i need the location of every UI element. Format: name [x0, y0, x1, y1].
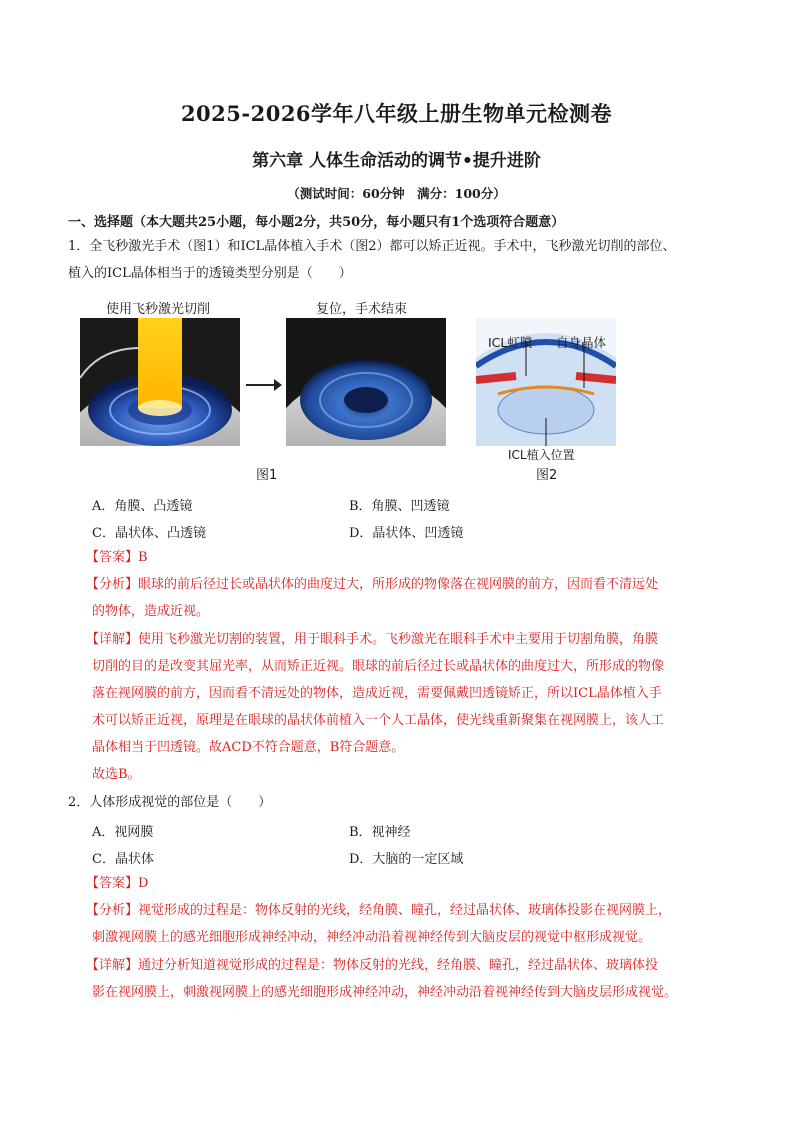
q2-analysis-line2: 刺激视网膜上的感光细胞形成神经冲动，神经冲动沿着视神经传到大脑皮层的视觉中枢形成视觉。 [92, 930, 652, 945]
laser-cutting-eye-image [80, 318, 240, 446]
restored-eye-image [286, 318, 446, 446]
fig2-label: 图2 [536, 468, 558, 483]
q2-detail-line2: 影在视网膜上，刺激视网膜上的感光细胞形成神经冲动，神经冲动沿着视神经传到大脑皮层形成视觉。 [92, 985, 678, 1000]
q1-detail-line5: 晶体相当于凹透镜。故ACD不符合题意，B符合题意。 [92, 740, 405, 755]
own-lens-label: 自身晶体 [556, 335, 607, 350]
q1-stem-line2: 植入的ICL晶体相当于的透镜类型分别是（ ） [68, 266, 352, 281]
icl-position-label: ICL植入位置 [508, 448, 575, 462]
q1-detail-line3: 落在视网膜的前方，因而看不清远处的物体，造成近视，需要佩戴凹透镜矫正，所以ICL晶体植入手 [92, 686, 662, 701]
q2-analysis-line1: 【分析】视觉形成的过程是：物体反射的光线，经角膜、瞳孔，经过晶状体、玻璃体投影在视网膜上， [86, 903, 672, 918]
q1-stem-line1: 1．全飞秒激光手术（图1）和ICL晶体植入手术（图2）都可以矫正近视。手术中，飞秒激光切削的部位、 [68, 239, 676, 254]
q1-analysis-line1: 【分析】眼球的前后径过长或晶状体的曲度过大，所形成的物像落在视网膜的前方，因而看不清远处 [86, 577, 659, 592]
fig1-caption-right: 复位，手术结束 [316, 302, 408, 317]
q1-detail-line4: 术可以矫正近视，原理是在眼球的晶状体前植入一个人工晶体，使光线重新聚集在视网膜上，该人工 [92, 713, 665, 728]
icl-iris-label: ICL虹膜 [488, 335, 533, 350]
q2-stem: 2．人体形成视觉的部位是（ ） [68, 795, 272, 810]
section-heading: 一、选择题（本大题共25小题，每小题2分，共50分，每小题只有1个选项符合题意） [68, 215, 565, 230]
q1-option-b: B．角膜、凹透镜 [349, 499, 450, 514]
q1-option-d: D．晶状体、凹透镜 [349, 526, 464, 541]
q1-detail-line2: 切削的目的是改变其屈光率，从而矫正近视。眼球的前后径过长或晶状体的曲度过大，所形成的物像 [92, 659, 665, 674]
arrow-head-icon [274, 379, 282, 391]
q1-detail-line1: 【详解】使用飞秒激光切割的装置，用于眼科手术。飞秒激光在眼科手术中主要用于切割角膜，角膜 [86, 632, 659, 647]
q2-detail-line1: 【详解】通过分析知道视觉形成的过程是：物体反射的光线，经角膜、瞳孔，经过晶状体、玻璃体投 [86, 958, 659, 973]
q1-option-a: A．角膜、凸透镜 [92, 499, 193, 514]
q2-option-b: B．视神经 [349, 825, 411, 840]
q1-answer: 【答案】B [86, 550, 148, 565]
test-time-info: （测试时间：60分钟 满分：100分） [287, 186, 506, 201]
q2-option-d: D．大脑的一定区域 [349, 852, 464, 867]
fig1-label: 图1 [256, 468, 278, 483]
q1-analysis-line2: 的物体，造成近视。 [92, 604, 210, 619]
q1-detail-line6: 故选B。 [92, 767, 141, 782]
q2-option-c: C．晶状体 [92, 852, 154, 867]
q2-option-a: A．视网膜 [92, 825, 154, 840]
q2-answer: 【答案】D [86, 876, 149, 891]
page-title: 2025-2026学年八年级上册生物单元检测卷 [180, 101, 613, 126]
q1-option-c: C．晶状体、凸透镜 [92, 526, 206, 541]
page-subtitle: 第六章 人体生命活动的调节•提升进阶 [252, 151, 541, 171]
fig1-caption-left: 使用飞秒激光切削 [106, 302, 211, 317]
